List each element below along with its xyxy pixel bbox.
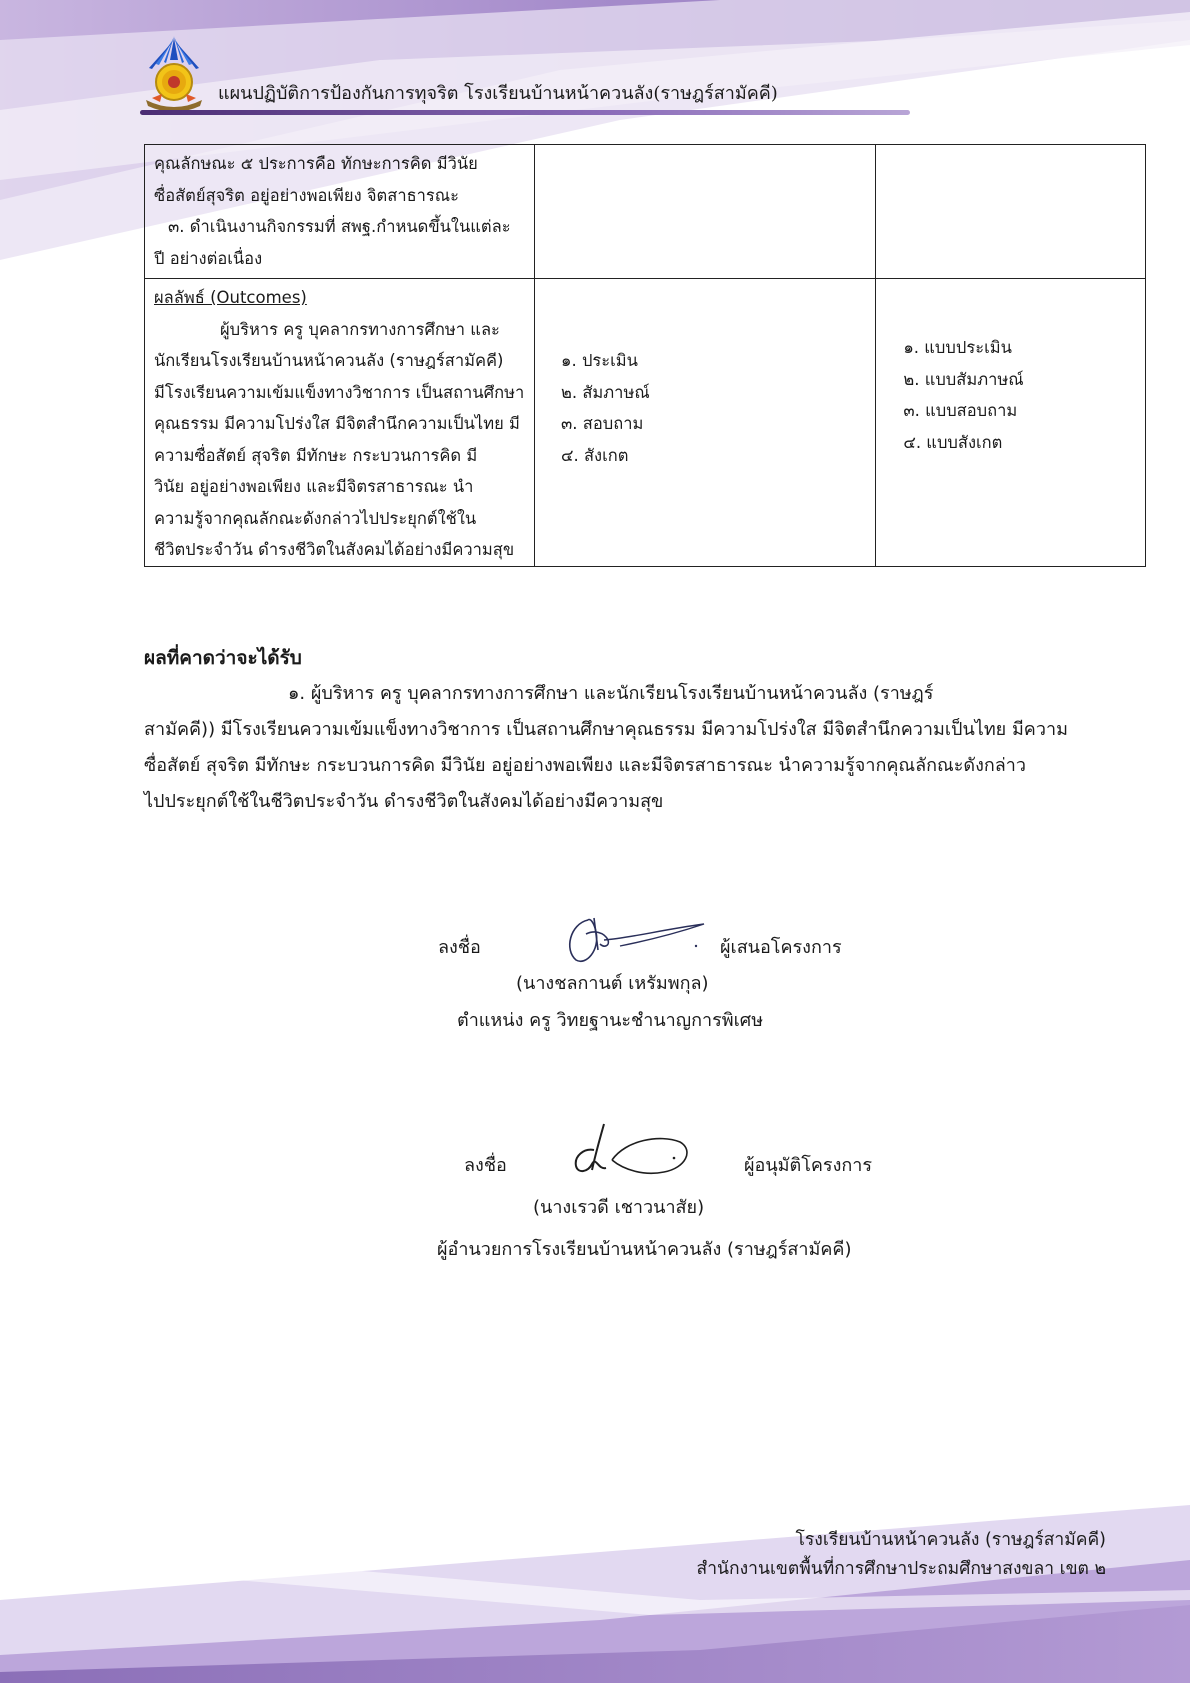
tool-item: ๒. แบบสัมภาษณ์ [903, 369, 1024, 389]
tool-item: ๑. แบบประเมิน [903, 338, 1012, 357]
cell-text-line: ซื่อสัตย์สุจริต อยู่อย่างพอเพียง จิตสาธารณะ [154, 185, 459, 205]
paragraph-line: ซื่อสัตย์ สุจริต มีทักษะ กระบวนการคิด มีวินัย อยู่อย่างพอเพียง และมีจิตรสาธารณะ นำความรู้จากคุณลักณะดังกล่าว [144, 755, 1026, 776]
signature1-handwriting [560, 910, 710, 966]
method-item: ๑. ประเมิน [560, 351, 638, 370]
tool-item: ๓. แบบสอบถาม [903, 401, 1018, 420]
cell-text-line: นักเรียนโรงเรียนบ้านหน้าควนลัง (ราษฎร์สามัคคี) [154, 351, 504, 370]
expected-results-section [144, 640, 1104, 820]
expected-results-title: ผลที่คาดว่าจะได้รับ [144, 647, 302, 669]
header-divider [140, 110, 910, 115]
table-row [145, 279, 1146, 567]
table-cell-method [534, 279, 875, 567]
cell-text-line: ผู้บริหาร ครู บุคลากรทางการศึกษา และ [220, 319, 500, 339]
signature2-handwriting [556, 1120, 696, 1182]
cell-text-line: มีโรงเรียนความเข้มแข็งทางวิชาการ เป็นสถานศึกษา [154, 382, 525, 402]
method-item: ๒. สัมภาษณ์ [560, 382, 650, 402]
paragraph-line: สามัคคี)) มีโรงเรียนความเข้มแข็งทางวิชาการ เป็นสถานศึกษาคุณธรรม มีความโปร่งใส มีจิตสำนึกความเป็นไทย มีความ [144, 719, 1068, 740]
paragraph-line: ๑. ผู้บริหาร ครู บุคลากรทางการศึกษา และนักเรียนโรงเรียนบ้านหน้าควนลัง (ราษฎร์ [288, 683, 934, 704]
cell-text-line: ความซื่อสัตย์ สุจริต มีทักษะ กระบวนการคิด มี [154, 445, 478, 465]
cell-text-line: ชีวิตประจำวัน ดำรงชีวิตในสังคมได้อย่างมีความสุข [154, 540, 515, 559]
cell-text-line: ความรู้จากคุณลักณะดังกล่าวไปประยุกต์ใช้ใน [154, 508, 477, 528]
document-header [140, 32, 910, 122]
footer-office-name: สำนักงานเขตพื้นที่การศึกษาประถมศึกษาสงขลา เขต ๒ [696, 1559, 1106, 1579]
cell-text-line: คุณลักษณะ ๕ ประการคือ ทักษะการคิด มีวินัย [154, 154, 478, 173]
tool-item: ๔. แบบสังเกต [903, 432, 1003, 452]
method-item: ๓. สอบถาม [560, 414, 644, 433]
signature2-position: ผู้อำนวยการโรงเรียนบ้านหน้าควนลัง (ราษฎร์สามัคคี) [437, 1239, 852, 1260]
school-emblem-icon [140, 32, 208, 112]
signature1-position: ตำแหน่ง ครู วิทยฐานะชำนาญการพิเศษ [457, 1010, 764, 1031]
cell-text-line: ๓. ดำเนินงานกิจกรรมที่ สพฐ.กำหนดขึ้นในแต่ละ [168, 217, 511, 236]
signature2-role: ผู้อนุมัติโครงการ [744, 1155, 873, 1176]
outcomes-table [144, 144, 1146, 567]
outcomes-heading: ผลลัพธ์ (Outcomes) [154, 288, 307, 307]
table-cell-description [145, 145, 535, 279]
cell-text-line: ปี อย่างต่อเนื่อง [154, 248, 263, 268]
paragraph-line: ไปประยุกต์ใช้ในชีวิตประจำวัน ดำรงชีวิตในสังคมได้อย่างมีความสุข [144, 791, 664, 812]
cell-text-line: วินัย อยู่อย่างพอเพียง และมีจิตรสาธารณะ นำ [154, 477, 474, 496]
cell-text-line: คุณธรรม มีความโปร่งใส มีจิตสำนึกความเป็นไทย มี [154, 414, 520, 433]
table-row [145, 145, 1146, 279]
signature2-name: (นางเรวดี เชาวนาสัย) [533, 1197, 705, 1218]
method-item: ๔. สังเกต [560, 445, 629, 465]
document-footer [697, 1526, 1106, 1584]
signature1-sign-label: ลงชื่อ [438, 937, 481, 958]
table-cell-tool [876, 279, 1146, 567]
header-title: แผนปฏิบัติการป้องกันการทุจริต โรงเรียนบ้านหน้าควนลัง(ราษฎร์สามัคคี) [218, 83, 778, 104]
signature1-role: ผู้เสนอโครงการ [720, 937, 842, 958]
signature2-sign-label: ลงชื่อ [464, 1155, 507, 1176]
signature1-name: (นางชลกานต์ เหรัมพกุล) [516, 973, 709, 994]
table-cell-description [145, 279, 535, 567]
table-cell-method [534, 145, 875, 279]
table-cell-tool [876, 145, 1146, 279]
footer-school-name: โรงเรียนบ้านหน้าควนลัง (ราษฎร์สามัคคี) [795, 1530, 1106, 1550]
